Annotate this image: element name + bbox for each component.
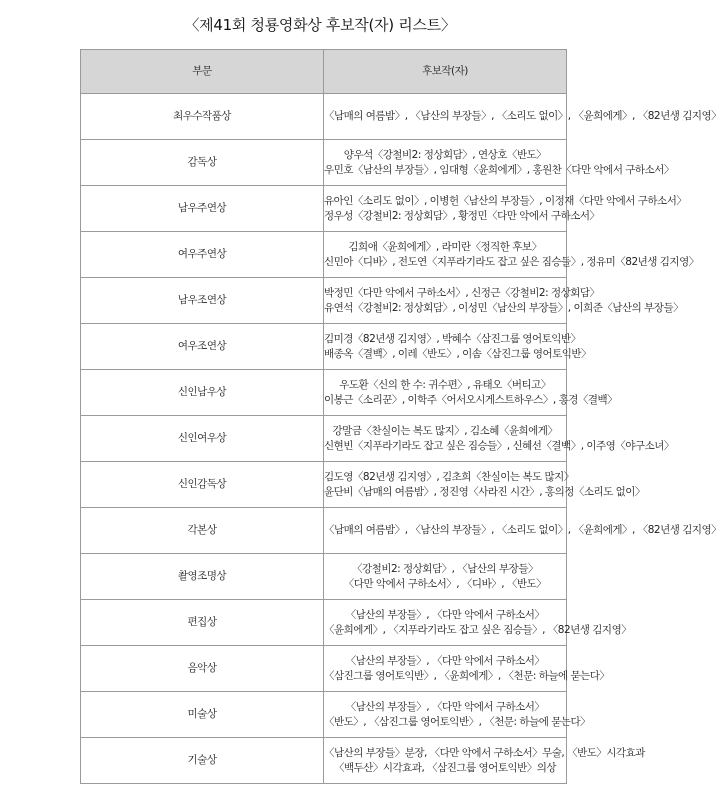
nominees-cell	[324, 600, 632, 646]
nominee-line: 박정민〈다만 악에서 구하소서〉, 신정근〈강철비2: 정상회담〉	[324, 286, 600, 299]
nominee-line: 이봉근〈소리꾼〉, 이학주〈어서오시게스트하우스〉, 홍경〈결백〉	[324, 393, 618, 406]
nominee-line: 〈백두산〉시각효과, 〈삼진그룹 영어토익반〉의상	[333, 761, 557, 774]
nominee-line: 〈반도〉, 〈삼진그룹 영어토익반〉, 〈천문: 하늘에 묻는다〉	[324, 715, 591, 728]
table-row	[81, 554, 567, 600]
nominee-line: 배종옥〈결백〉, 이레〈반도〉, 이솜〈삼진그룹 영어토익반〉	[324, 347, 592, 360]
nominee-line: 유연석〈강철비2: 정상회담〉, 이성민〈남산의 부장들〉, 이희준〈남산의 부장들〉	[324, 301, 684, 314]
category-cell: 남우주연상	[81, 186, 324, 232]
nominees-cell	[324, 416, 674, 462]
table-row	[81, 462, 567, 508]
nominee-line: 신민아〈디바〉, 전도연〈지푸라기라도 잡고 싶은 짐승들〉, 정유미〈82년생 김지영〉	[324, 255, 699, 268]
category-cell: 각본상	[81, 508, 324, 554]
nominees-cell	[324, 278, 684, 324]
nominees-cell	[324, 646, 610, 692]
nominees-cell	[324, 140, 674, 186]
nominee-line: 김희애〈윤희에게〉, 라미란〈정직한 후보〉	[348, 240, 542, 253]
nominee-line: 〈남산의 부장들〉, 〈다만 악에서 구하소서〉	[345, 654, 545, 667]
table-row	[81, 692, 567, 738]
category-cell: 기술상	[81, 738, 324, 784]
category-cell: 신인감독상	[81, 462, 324, 508]
category-cell: 신인여우상	[81, 416, 324, 462]
category-cell: 미술상	[81, 692, 324, 738]
table-row	[81, 94, 567, 140]
nominee-line: 김미경〈82년생 김지영〉, 박혜수〈삼진그룹 영어토익반〉	[324, 332, 581, 345]
table-row	[81, 278, 567, 324]
nominee-line: 정우성〈강철비2: 정상회담〉, 황정민〈다만 악에서 구하소서〉	[324, 209, 600, 222]
nominee-line: 신현빈〈지푸라기라도 잡고 싶은 짐승들〉, 신혜선〈결백〉, 이주영〈야구소녀〉	[324, 439, 674, 452]
nominee-line: 〈강철비2: 정상회담〉, 〈남산의 부장들〉	[352, 562, 538, 575]
nominees-cell	[324, 94, 721, 140]
category-cell: 신인남우상	[81, 370, 324, 416]
header-category: 부문	[81, 50, 324, 94]
category-cell: 여우주연상	[81, 232, 324, 278]
table-row	[81, 416, 567, 462]
nominee-line: 김도영〈82년생 김지영〉, 김초희〈찬실이는 복도 많지〉	[324, 470, 574, 483]
nominee-line: 우민호〈남산의 부장들〉, 임대형〈윤희에게〉, 홍원찬〈다만 악에서 구하소서〉	[324, 163, 674, 176]
nominees-cell	[324, 508, 721, 554]
nominees-table	[80, 49, 721, 784]
page-title: 〈제41회 청룡영화상 후보작(자) 리스트〉	[184, 16, 456, 34]
table-row	[81, 508, 567, 554]
table-row	[81, 600, 567, 646]
nominees-cell	[324, 370, 618, 416]
table-row	[81, 324, 567, 370]
nominees-cell	[324, 462, 645, 508]
table-row	[81, 186, 567, 232]
category-cell: 여우조연상	[81, 324, 324, 370]
nominee-line: 유아인〈소리도 없이〉, 이병헌〈남산의 부장들〉, 이정재〈다만 악에서 구하소서〉	[324, 194, 687, 207]
nominee-line: 〈남매의 여름밤〉, 〈남산의 부장들〉, 〈소리도 없이〉, 〈윤희에게〉, 〈82년생 김지영〉	[324, 110, 721, 122]
table-row	[81, 646, 567, 692]
nominee-line: 양우석〈강철비2: 정상회담〉, 연상호〈반도〉	[343, 148, 547, 161]
nominees-cell	[324, 186, 687, 232]
category-cell: 감독상	[81, 140, 324, 186]
nominee-line: 〈남산의 부장들〉, 〈다만 악에서 구하소서〉	[345, 608, 545, 621]
nominees-cell	[324, 738, 645, 784]
nominee-line: 〈삼진그룹 영어토익반〉, 〈윤희에게〉, 〈천문: 하늘에 묻는다〉	[324, 669, 610, 682]
nominee-line: 윤단비〈남매의 여름밤〉, 정진영〈사라진 시간〉, 홍의정〈소리도 없이〉	[324, 485, 645, 498]
category-cell: 음악상	[81, 646, 324, 692]
table-header-row	[81, 50, 567, 94]
header-nominees: 후보작(자)	[324, 50, 567, 94]
category-cell: 촬영조명상	[81, 554, 324, 600]
nominees-cell	[324, 554, 567, 600]
nominee-line: 〈남매의 여름밤〉, 〈남산의 부장들〉, 〈소리도 없이〉, 〈윤희에게〉, 〈82년생 김지영〉	[324, 524, 721, 536]
table-row	[81, 738, 567, 784]
nominee-line: 강말금〈찬실이는 복도 많지〉, 김소혜〈윤희에게〉	[332, 424, 558, 437]
nominees-cell	[324, 692, 591, 738]
nominee-line: 〈윤희에게〉, 〈지푸라기라도 잡고 싶은 짐승들〉, 〈82년생 김지영〉	[324, 623, 632, 636]
nominee-line: 〈다만 악에서 구하소서〉, 〈디바〉, 〈반도〉	[343, 577, 547, 590]
nominee-line: 우도환〈신의 한 수: 귀수편〉, 유태오〈버티고〉	[339, 378, 551, 391]
nominees-cell	[324, 232, 699, 278]
table-row	[81, 140, 567, 186]
nominees-cell	[324, 324, 592, 370]
category-cell: 최우수작품상	[81, 94, 324, 140]
category-cell: 편집상	[81, 600, 324, 646]
nominee-line: 〈남산의 부장들〉, 〈다만 악에서 구하소서〉	[345, 700, 545, 713]
table-row	[81, 232, 567, 278]
category-cell: 남우조연상	[81, 278, 324, 324]
table-row	[81, 370, 567, 416]
nominee-line: 〈남산의 부장들〉분장, 〈다만 악에서 구하소서〉무술, 〈반도〉시각효과	[324, 746, 645, 759]
